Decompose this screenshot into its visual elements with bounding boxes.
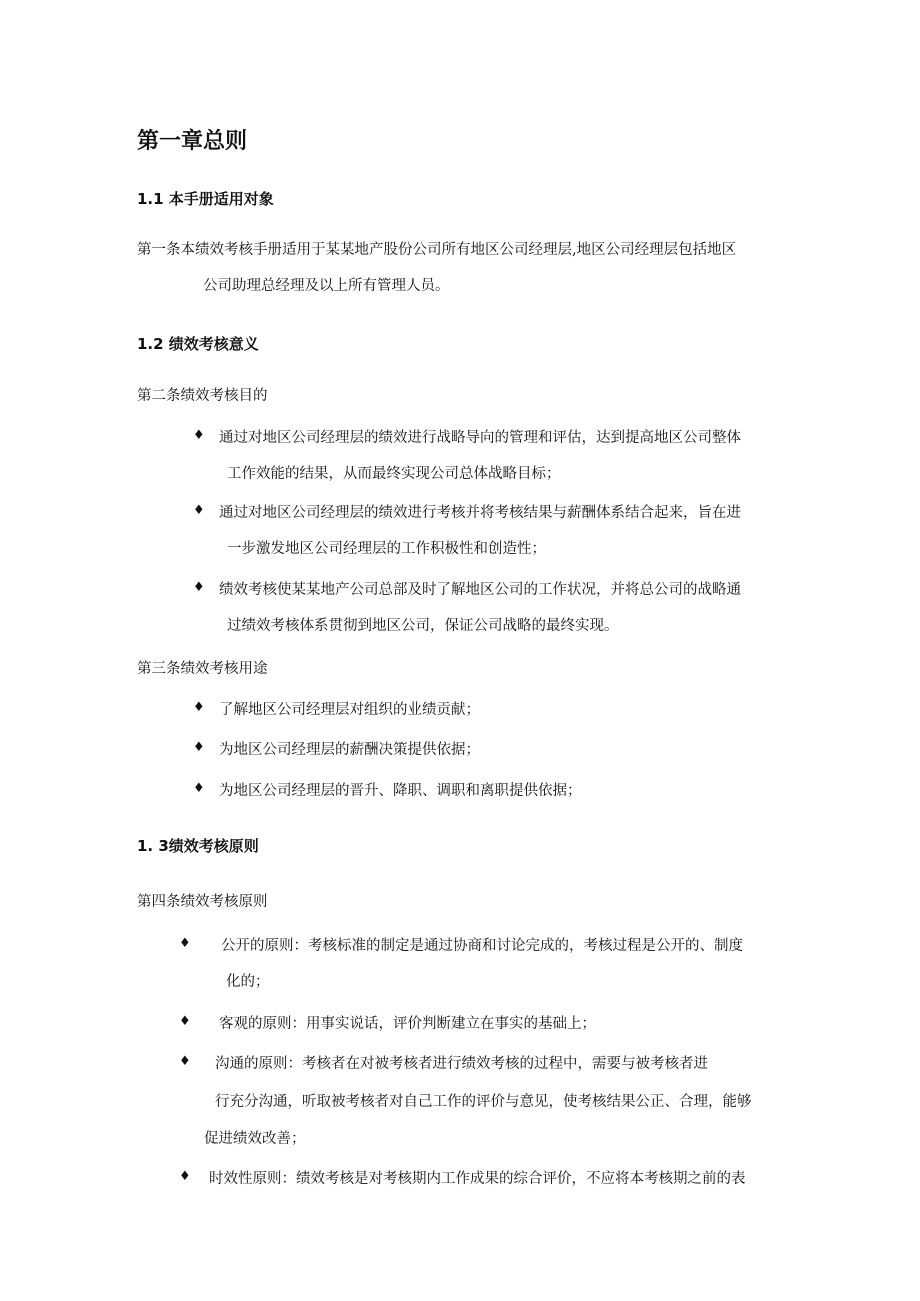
article-4-bullet-3-line-2: 行充分沟通，听取被考核者对自己工作的评价与意见，使考核结果公正、合理，能够 <box>215 1094 752 1110</box>
bullet-diamond-icon: ♦ <box>179 1014 191 1029</box>
article-1-line-1: 第一条本绩效考核手册适用于某某地产股份公司所有地区公司经理层,地区公司经理层包括地区 <box>137 242 737 258</box>
article-4-bullet-1-line-1: 公开的原则：考核标准的制定是通过协商和讨论完成的，考核过程是公开的、制度 <box>221 938 743 954</box>
article-3-bullet-3: 为地区公司经理层的晋升、降职、调职和离职提供依据； <box>219 783 582 799</box>
article-2-bullet-3-line-2: 过绩效考核体系贯彻到地区公司，保证公司战略的最终实现。 <box>227 618 619 634</box>
bullet-diamond-icon: ♦ <box>193 580 205 595</box>
article-2-bullet-1-line-2: 工作效能的结果，从而最终实现公司总体战略目标； <box>227 466 561 482</box>
article-3-bullet-1: 了解地区公司经理层对组织的业绩贡献； <box>219 702 480 718</box>
article-2-bullet-2-line-1: 通过对地区公司经理层的绩效进行考核并将考核结果与薪酬体系结合起来，旨在进 <box>219 505 741 521</box>
section-heading-1-1: 1.1 本手册适用对象 <box>137 190 274 208</box>
bullet-diamond-icon: ♦ <box>179 1054 191 1069</box>
bullet-diamond-icon: ♦ <box>193 700 205 715</box>
bullet-diamond-icon: ♦ <box>179 1169 191 1184</box>
article-4-bullet-1-line-2: 化的； <box>226 974 270 990</box>
article-2-bullet-1-line-1: 通过对地区公司经理层的绩效进行战略导向的管理和评估，达到提高地区公司整体 <box>219 430 741 446</box>
article-4-bullet-2-line-1: 客观的原则：用事实说话，评价判断建立在事实的基础上； <box>219 1016 596 1032</box>
article-3-title: 第三条绩效考核用途 <box>137 661 268 677</box>
article-4-bullet-4-line-1: 时效性原则：绩效考核是对考核期内工作成果的综合评价，不应将本考核期之前的表 <box>209 1171 746 1187</box>
bullet-diamond-icon: ♦ <box>179 936 191 951</box>
chapter-title: 第一章总则 <box>137 129 248 154</box>
article-1-line-2: 公司助理总经理及以上所有管理人员。 <box>203 278 450 294</box>
article-4-title: 第四条绩效考核原则 <box>137 894 268 910</box>
bullet-diamond-icon: ♦ <box>193 781 205 796</box>
bullet-diamond-icon: ♦ <box>193 428 205 443</box>
article-4-bullet-3-line-3: 促进绩效改善； <box>204 1131 306 1147</box>
section-heading-1-3: 1. 3绩效考核原则 <box>137 837 259 855</box>
article-3-bullet-2: 为地区公司经理层的薪酬决策提供依据； <box>219 742 480 758</box>
section-heading-1-2: 1.2 绩效考核意义 <box>137 335 259 353</box>
article-2-title: 第二条绩效考核目的 <box>137 388 268 404</box>
article-2-bullet-3-line-1: 绩效考核使某某地产公司总部及时了解地区公司的工作状况，并将总公司的战略通 <box>219 582 741 598</box>
bullet-diamond-icon: ♦ <box>193 503 205 518</box>
article-4-bullet-3-line-1: 沟通的原则：考核者在对被考核者进行绩效考核的过程中，需要与被考核者进 <box>215 1056 708 1072</box>
article-2-bullet-2-line-2: 一步激发地区公司经理层的工作积极性和创造性； <box>227 541 546 557</box>
bullet-diamond-icon: ♦ <box>193 740 205 755</box>
